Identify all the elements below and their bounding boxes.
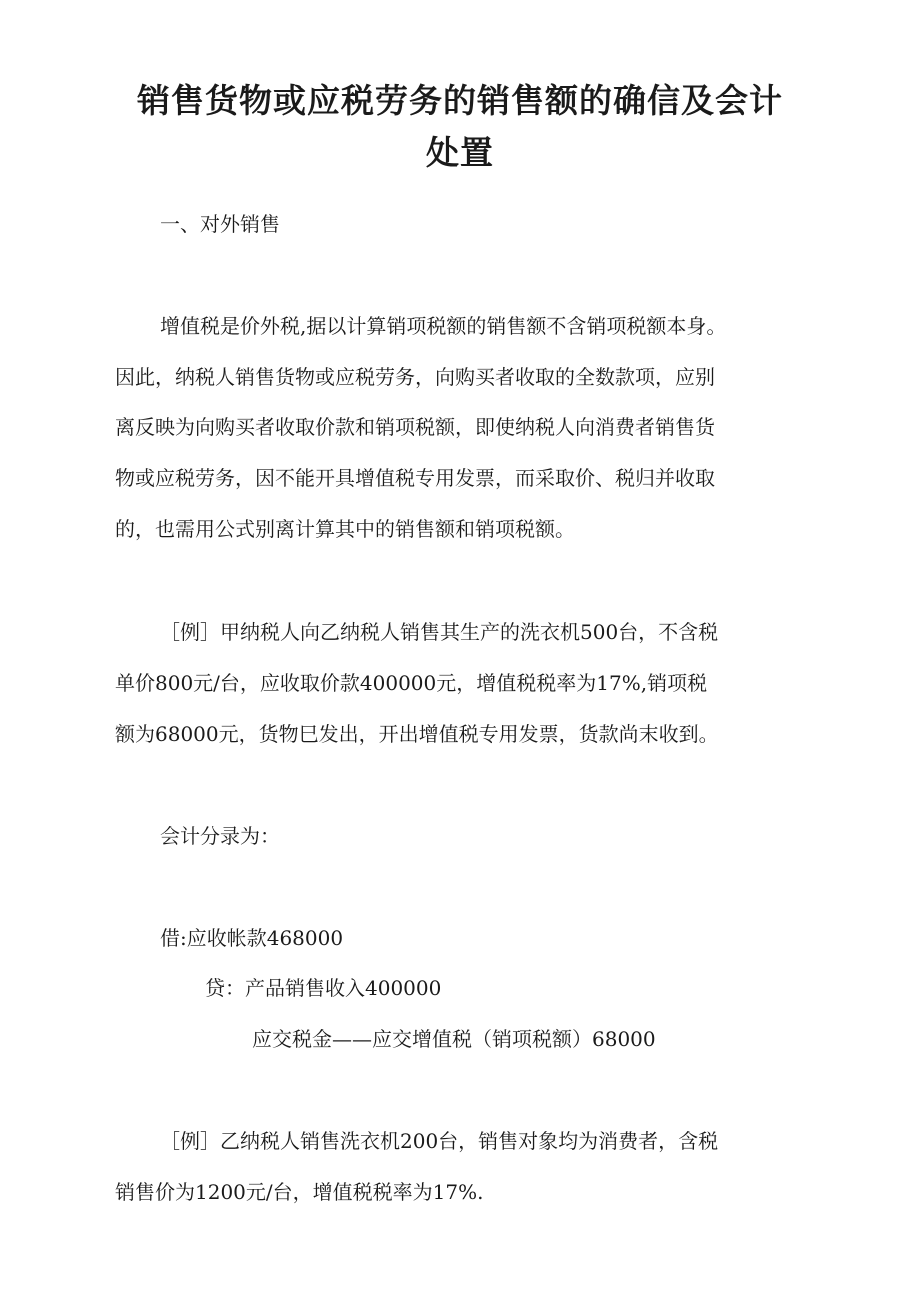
example2-line-2: 销售价为1200元/台，增值税税率为17%. xyxy=(115,1180,484,1204)
entry-credit-1: 贷：产品销售收入400000 xyxy=(205,976,442,1000)
para1-line-4: 物或应税劳务，因不能开具增值税专用发票，而采取价、税归并收取 xyxy=(115,466,715,490)
document-title xyxy=(110,75,810,179)
example1-line-3: 额为68000元，货物巳发出，开出增值税专用发票，货款尚末收到。 xyxy=(115,722,719,746)
section-heading: 一、对外销售 xyxy=(160,212,280,236)
entry-debit: 借:应收帐款468000 xyxy=(160,926,344,950)
entry-label: 会计分录为： xyxy=(160,824,280,848)
para1-line-2: 因此，纳税人销售货物或应税劳务，向购买者收取的全数款项，应别 xyxy=(115,365,715,389)
example1-line-1: ［例］甲纳税人向乙纳税人销售其生产的洗衣机500台，不含税 xyxy=(160,620,719,644)
example2-line-1: ［例］乙纳税人销售洗衣机200台，销售对象均为消费者，含税 xyxy=(160,1129,719,1153)
title-line-1: 销售货物或应税劳务的销售额的确信及会计 xyxy=(137,81,783,120)
entry-credit-2: 应交税金——应交增值税（销项税额）68000 xyxy=(252,1027,656,1051)
para1-line-5: 的，也需用公式别离计算其中的销售额和销项税额。 xyxy=(115,517,575,541)
example1-line-2: 单价800元/台，应收取价款400000元，增值税税率为17%,销项税 xyxy=(115,671,708,695)
para1-line-3: 离反映为向购买者收取价款和销项税额，即使纳税人向消费者销售货 xyxy=(115,415,715,439)
title-line-2: 处置 xyxy=(426,133,494,172)
para1-line-1: 增值税是价外税,据以计算销项税额的销售额不含销项税额本身。 xyxy=(160,314,727,338)
